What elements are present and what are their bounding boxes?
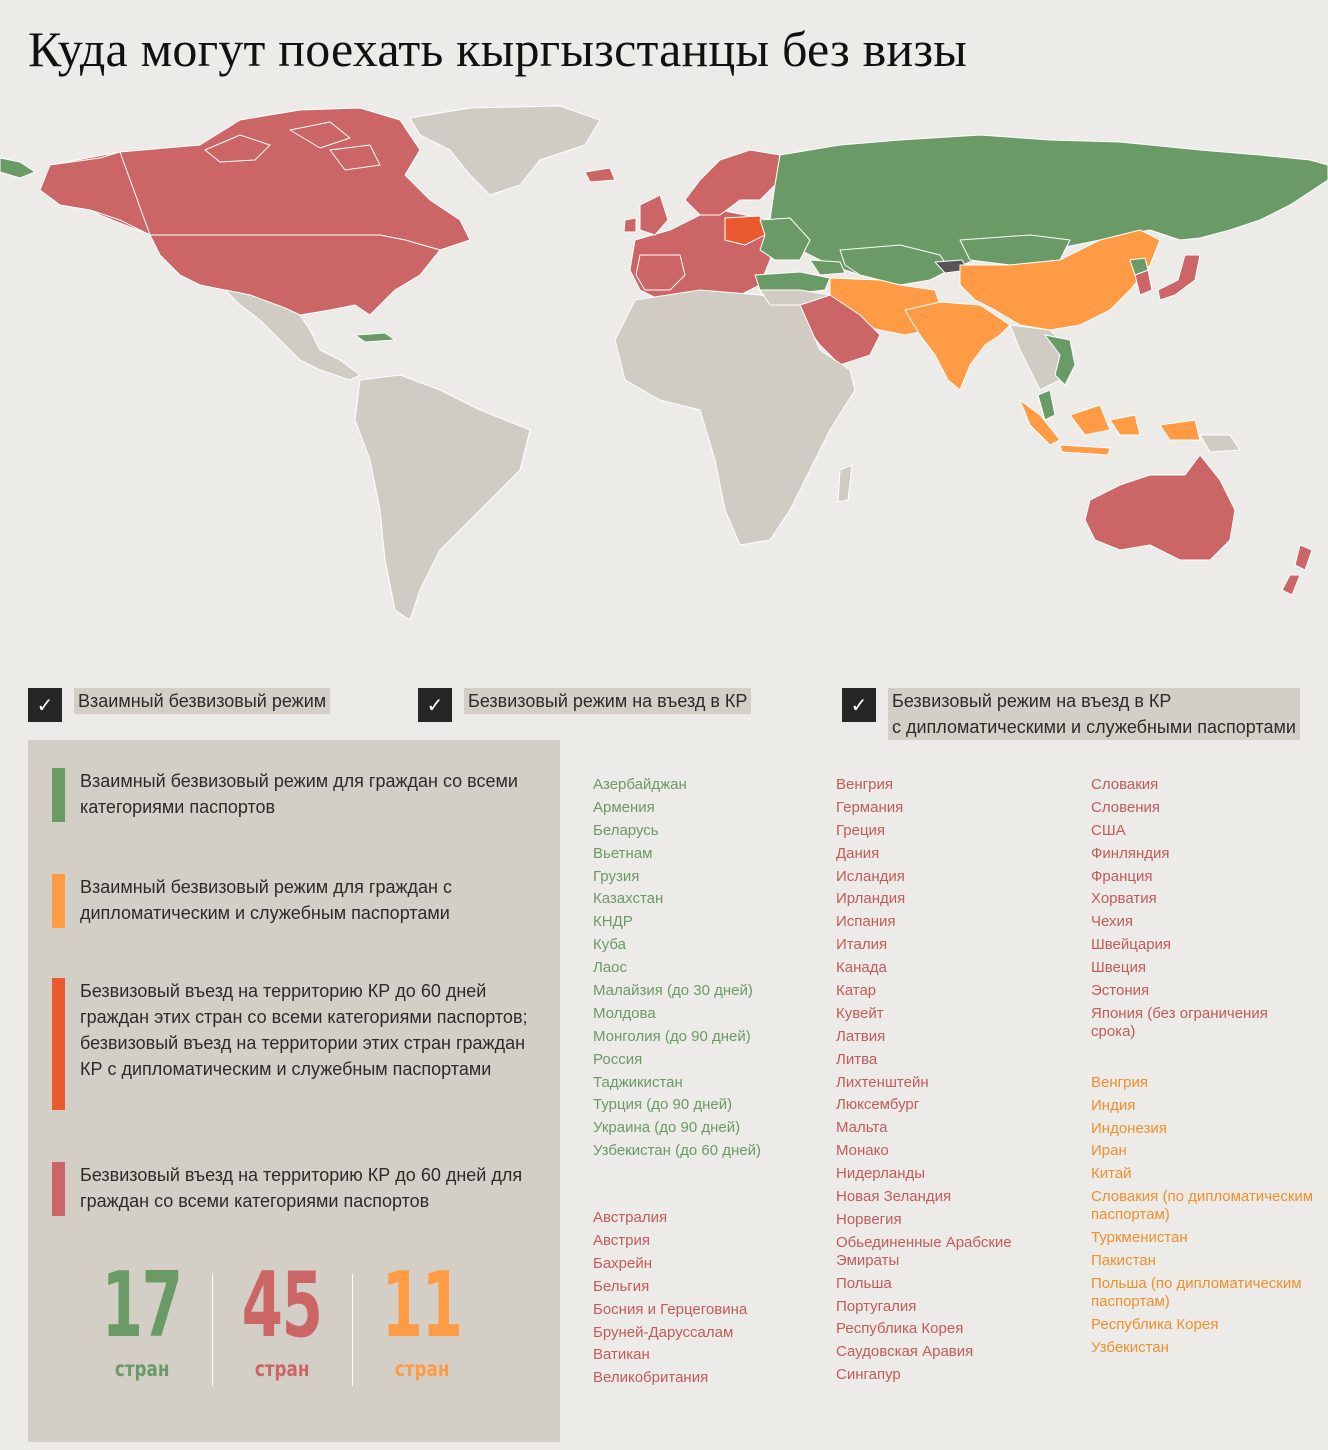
country-entry: Исландия bbox=[836, 867, 905, 885]
country-mutual: Узбекистан (до 60 дней) bbox=[593, 1142, 761, 1160]
chukotka-left bbox=[0, 158, 35, 178]
toggle-mutual-label: Взаимный безвизовый режим bbox=[74, 688, 330, 714]
country-entry: Италия bbox=[836, 936, 888, 954]
country-mutual: Монголия (до 90 дней) bbox=[593, 1027, 751, 1045]
legend-item-entry-mutual-dip bbox=[52, 978, 540, 1110]
country-mutual: Грузия bbox=[593, 867, 640, 885]
country-entry: Кувейт bbox=[836, 1004, 884, 1022]
country-entry: Франция bbox=[1091, 867, 1153, 885]
madagascar bbox=[838, 465, 852, 502]
country-entry: Польша bbox=[836, 1274, 892, 1292]
country-entry: Люксембург bbox=[836, 1096, 920, 1114]
country-entry: Великобритания bbox=[593, 1369, 709, 1387]
country-column-1 bbox=[593, 776, 813, 1392]
country-mutual: Россия bbox=[593, 1050, 643, 1068]
stats-row bbox=[72, 1253, 492, 1392]
country-entry: Бахрейн bbox=[593, 1254, 653, 1272]
country-column-2 bbox=[836, 776, 1056, 1389]
country-entry: Ватикан bbox=[593, 1346, 650, 1364]
country-diplomatic: Индонезия bbox=[1091, 1119, 1167, 1137]
country-diplomatic: Польша (по дипломатическим паспортам) bbox=[1091, 1274, 1302, 1310]
country-entry: Венгрия bbox=[836, 776, 893, 793]
country-entry: Австрия bbox=[593, 1232, 651, 1250]
country-entry: Нидерланды bbox=[836, 1165, 926, 1183]
legend-text: Взаимный безвизовый режим для граждан с дипломатическим и служебным паспортами bbox=[80, 877, 452, 923]
toggle-entry-kr-label: Безвизовый режим на въезд в КР bbox=[464, 688, 751, 714]
country-diplomatic: Узбекистан bbox=[1091, 1338, 1169, 1356]
south-america bbox=[355, 375, 530, 620]
country-entry: Финляндия bbox=[1091, 844, 1170, 862]
country-entry: Швейцария bbox=[1091, 936, 1172, 954]
check-icon[interactable]: ✓ bbox=[842, 688, 876, 722]
iceland bbox=[585, 168, 615, 182]
toggle-diplomatic[interactable] bbox=[842, 688, 1300, 740]
country-mutual: КНДР bbox=[593, 913, 633, 931]
country-mutual: Беларусь bbox=[593, 821, 659, 839]
cuba bbox=[355, 333, 395, 342]
country-entry: Чехия bbox=[1091, 913, 1134, 931]
country-entry: Греция bbox=[836, 821, 886, 839]
country-diplomatic: Республика Корея bbox=[1091, 1315, 1219, 1333]
stat-mutual bbox=[72, 1253, 212, 1392]
usa bbox=[150, 235, 440, 315]
country-column-3 bbox=[1091, 776, 1316, 1362]
country-diplomatic: Иран bbox=[1091, 1142, 1127, 1160]
country-entry: Бельгия bbox=[593, 1277, 650, 1295]
stat-entry bbox=[212, 1253, 352, 1392]
country-entry: Испания bbox=[836, 913, 896, 931]
australia bbox=[1085, 455, 1235, 560]
country-entry: Обьединенные Арабские Эмираты bbox=[836, 1233, 1012, 1269]
world-map bbox=[0, 90, 1328, 635]
world-map-svg bbox=[0, 90, 1328, 635]
country-mutual: Куба bbox=[593, 936, 626, 954]
country-entry: Бруней-Даруссалам bbox=[593, 1323, 734, 1341]
toggle-diplomatic-label bbox=[888, 688, 1300, 740]
legend-item-diplomatic bbox=[52, 874, 540, 928]
greenland bbox=[410, 106, 600, 195]
legend-text: Безвизовый въезд на территорию КР до 60 дней граждан этих стран со всеми категориями паспортов; безвизовый въезд на территории этих стран граждан КР с дипломатическим и служебным паспортами bbox=[80, 981, 528, 1079]
country-entry: Канада bbox=[836, 959, 887, 977]
check-icon[interactable]: ✓ bbox=[28, 688, 62, 722]
country-entry: Монако bbox=[836, 1142, 889, 1160]
country-entry: Литва bbox=[836, 1050, 878, 1068]
country-entry: Словения bbox=[1091, 798, 1161, 816]
country-mutual: Украина (до 90 дней) bbox=[593, 1119, 741, 1137]
country-entry: Республика Корея bbox=[836, 1320, 964, 1338]
country-entry: Ирландия bbox=[836, 890, 906, 908]
country-mutual: Турция (до 90 дней) bbox=[593, 1096, 733, 1114]
legend-swatch-green bbox=[52, 768, 65, 822]
country-entry: Босния и Герцеговина bbox=[593, 1300, 748, 1318]
toggle-diplomatic-line2: с дипломатическими и служебными паспортами bbox=[892, 717, 1296, 737]
country-entry: Мальта bbox=[836, 1119, 888, 1137]
country-entry: Сингапур bbox=[836, 1366, 901, 1384]
country-entry: Германия bbox=[836, 798, 904, 816]
japan bbox=[1158, 255, 1200, 300]
caucasus bbox=[810, 260, 845, 275]
india bbox=[905, 302, 1010, 390]
country-entry: Катар bbox=[836, 982, 877, 1000]
legend-swatch-orange bbox=[52, 874, 65, 928]
country-entry: Дания bbox=[836, 844, 880, 862]
country-mutual: Азербайджан bbox=[593, 776, 687, 793]
new-zealand bbox=[1282, 545, 1312, 595]
country-entry: Лихтенштейн bbox=[836, 1073, 929, 1091]
country-entry: Швеция bbox=[1091, 959, 1146, 977]
stat-number: 17 bbox=[101, 1253, 183, 1358]
country-entry: Латвия bbox=[836, 1027, 886, 1045]
country-diplomatic: Индия bbox=[1091, 1096, 1136, 1114]
country-diplomatic: Китай bbox=[1091, 1165, 1132, 1183]
toggle-entry-kr[interactable] bbox=[418, 688, 751, 722]
country-diplomatic: Словакия (по дипломатическим паспортам) bbox=[1091, 1188, 1314, 1224]
country-diplomatic: Туркменистан bbox=[1091, 1229, 1188, 1247]
legend-swatch-red bbox=[52, 1162, 65, 1216]
legend-swatch-red-orange bbox=[52, 978, 65, 1110]
legend-panel bbox=[28, 740, 560, 1442]
stat-unit: стран bbox=[114, 1357, 170, 1381]
country-diplomatic: Пакистан bbox=[1091, 1252, 1156, 1270]
legend-text: Взаимный безвизовый режим для граждан со всеми категориями паспортов bbox=[80, 771, 518, 817]
country-mutual: Молдова bbox=[593, 1004, 656, 1022]
country-entry: США bbox=[1091, 821, 1126, 839]
stat-number: 11 bbox=[381, 1253, 463, 1358]
page-title: Куда могут поехать кыргызстанцы без визы bbox=[28, 21, 968, 77]
country-entry: Португалия bbox=[836, 1297, 917, 1315]
country-mutual: Вьетнам bbox=[593, 844, 653, 862]
stat-unit: стран bbox=[254, 1357, 310, 1381]
check-icon[interactable]: ✓ bbox=[418, 688, 452, 722]
stat-unit: стран bbox=[394, 1357, 450, 1381]
country-entry: Австралия bbox=[593, 1209, 668, 1227]
scandinavia bbox=[685, 150, 780, 215]
country-diplomatic: Венгрия bbox=[1091, 1073, 1148, 1091]
country-entry: Новая Зеландия bbox=[836, 1188, 952, 1206]
legend-item-entry bbox=[52, 1162, 540, 1216]
png bbox=[1200, 435, 1240, 452]
country-mutual: Казахстан bbox=[593, 890, 664, 908]
country-mutual: Малайзия (до 30 дней) bbox=[593, 982, 753, 1000]
toggle-mutual[interactable] bbox=[28, 688, 330, 722]
country-entry: Норвегия bbox=[836, 1210, 902, 1228]
toggle-diplomatic-line1: Безвизовый режим на въезд в КР bbox=[892, 691, 1172, 711]
country-entry: Эстония bbox=[1091, 982, 1150, 1000]
legend-text: Безвизовый въезд на территорию КР до 60 дней для граждан со всеми категориями паспортов bbox=[80, 1165, 523, 1211]
stat-number: 45 bbox=[241, 1253, 323, 1358]
country-entry: Япония (без ограничения срока) bbox=[1091, 1004, 1268, 1040]
legend-item-mutual bbox=[52, 768, 540, 822]
stat-diplomatic bbox=[352, 1253, 492, 1392]
uk bbox=[624, 195, 668, 235]
country-mutual: Лаос bbox=[593, 959, 628, 977]
country-entry: Саудовская Аравия bbox=[836, 1343, 974, 1361]
country-entry: Хорватия bbox=[1091, 890, 1157, 908]
country-mutual: Таджикистан bbox=[593, 1073, 683, 1091]
country-entry: Словакия bbox=[1091, 776, 1159, 793]
country-mutual: Армения bbox=[593, 798, 655, 816]
